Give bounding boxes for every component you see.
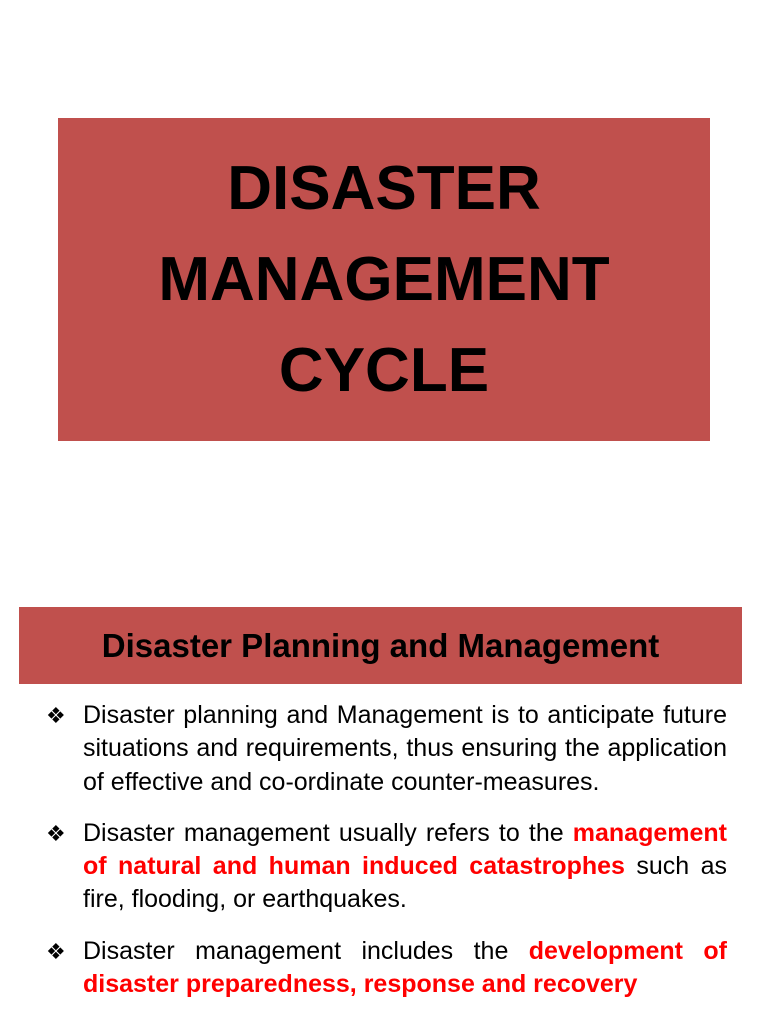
bullet-text-tail: such as fire, flooding, or earthquakes. [83, 852, 727, 914]
section-title: Disaster Planning and Management [101, 626, 660, 664]
title-line-2: MANAGEMENT [158, 245, 610, 314]
section-header [19, 607, 742, 684]
title-line-1: DISASTER [227, 154, 541, 223]
diamond-bullet-icon: ❖ [46, 703, 66, 728]
bullet-text-lead: Disaster management usually refers to the [83, 818, 573, 847]
bullet-highlight: management of natural and human induced catastrophes [83, 818, 727, 881]
bullet-text-lead: Disaster management includes the [83, 936, 529, 965]
bullet-item [46, 817, 727, 917]
bullet-list [46, 699, 727, 1019]
title-line-3: CYCLE [278, 336, 490, 405]
bullet-item [46, 699, 727, 799]
bullet-text: Disaster planning and Management is to anticipate future situations and requirements, thus ensuring the application of effective and co-ordinate counter-measures. [83, 701, 727, 796]
diamond-bullet-icon: ❖ [46, 820, 66, 846]
bullet-item [46, 935, 727, 1002]
diamond-bullet-icon: ❖ [46, 938, 66, 964]
bullet-highlight: development of disaster preparedness, response and recovery [83, 936, 727, 999]
title-banner [58, 118, 710, 441]
